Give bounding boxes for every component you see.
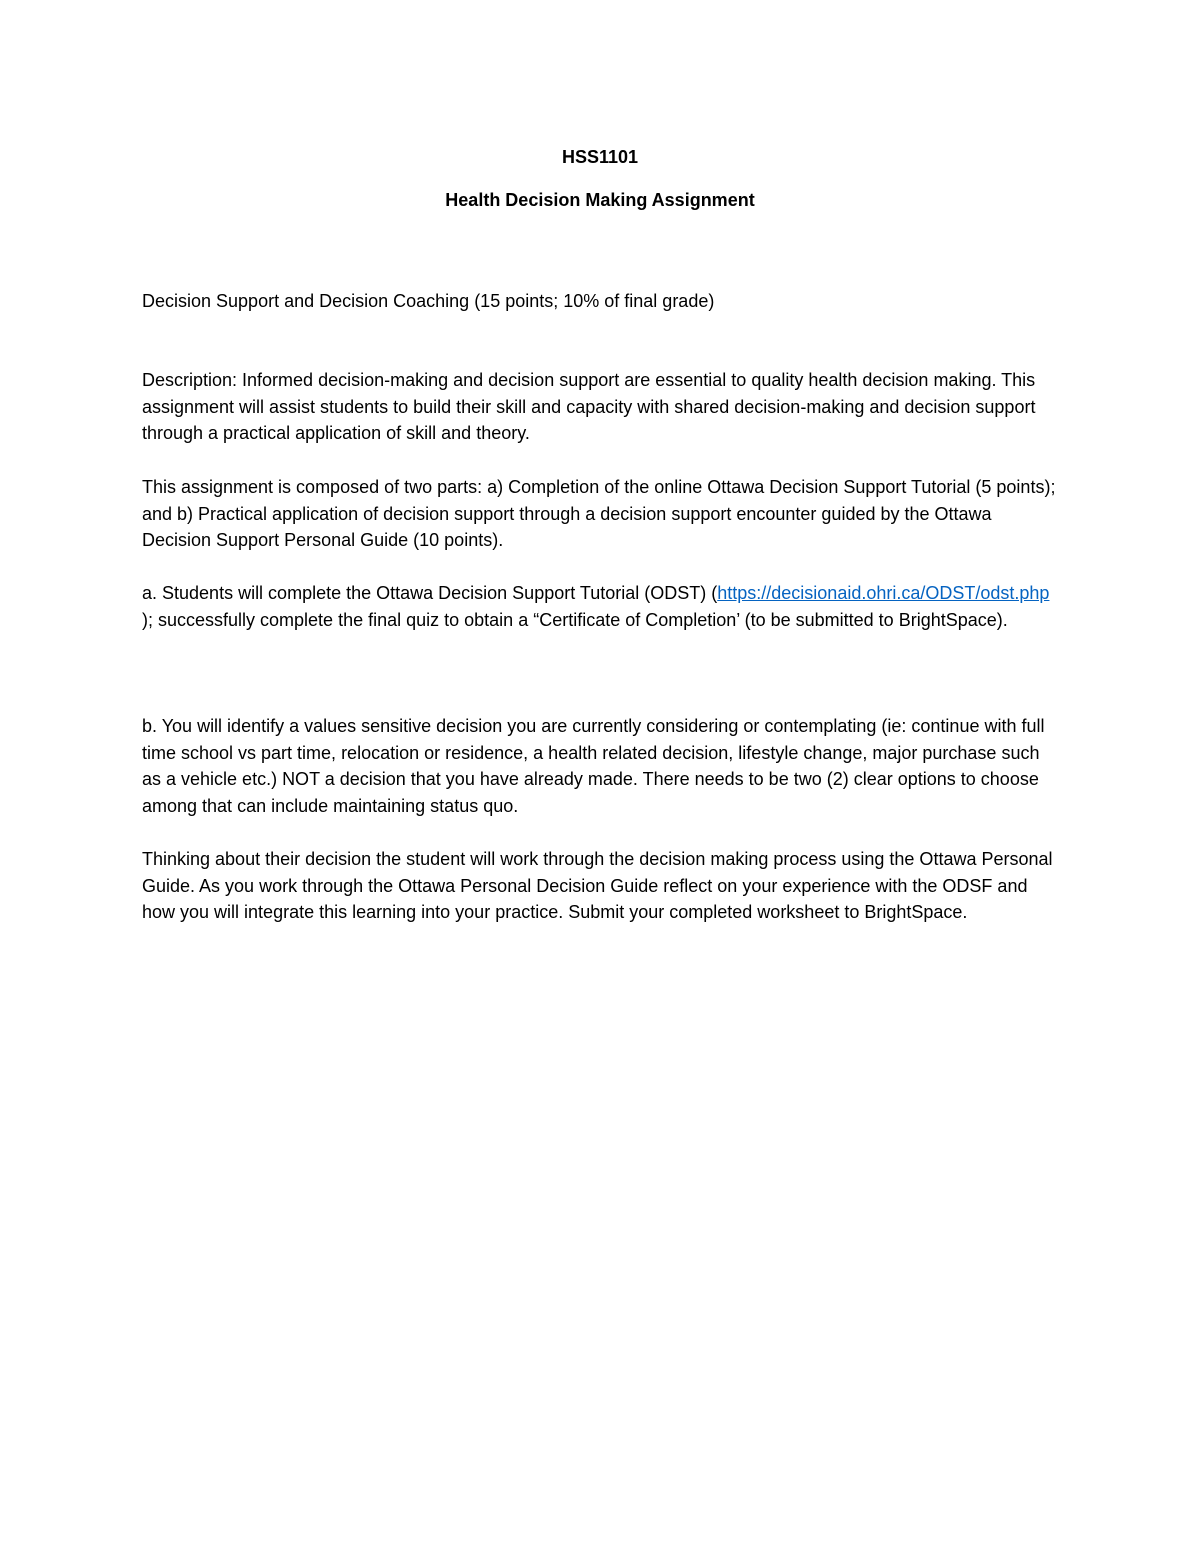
thinking-paragraph: Thinking about their decision the student will work through the decision making process using the Ottawa Personal Guide. As you work through the Ottawa Personal Decision Guide reflect on your experience with the ODSF and how you will integrate this learning into your practice. Submit your completed worksheet to BrightSpace. <box>142 849 1053 922</box>
document-title: Health Decision Making Assignment <box>445 190 755 210</box>
parts-intro-paragraph: This assignment is composed of two parts: a) Completion of the online Ottawa Decision Support Tutorial (5 points); and b) Practical application of decision support through a decision support encounter guided by the Ottawa Decision Support Personal Guide (10 points). <box>142 477 1056 550</box>
part-a-paragraph <box>142 580 1062 633</box>
odst-tutorial-link[interactable]: https://decisionaid.ohri.ca/ODST/odst.php <box>717 583 1050 603</box>
course-code: HSS1101 <box>561 147 639 167</box>
description-paragraph: Description: Informed decision-making and decision support are essential to quality health decision making. This assignment will assist students to build their skill and capacity with shared decision-making and decision support through a practical application of skill and theory. <box>142 370 1036 443</box>
part-b-paragraph: b. You will identify a values sensitive decision you are currently considering or contemplating (ie: continue with full time school vs part time, relocation or residence, a health related decision, lifestyle change, major purchase such as a vehicle etc.) NOT a decision that you have already made. There needs to be two (2) clear options to choose among that can include maintaining status quo. <box>142 716 1045 816</box>
part-a-text-after-link: ); successfully complete the final quiz to obtain a “Certificate of Completion’ (to be submitted to BrightSpace). <box>142 609 1008 630</box>
part-a-text-before-link: a. Students will complete the Ottawa Decision Support Tutorial (ODST) ( <box>142 583 718 603</box>
section-heading: Decision Support and Decision Coaching (15 points; 10% of final grade) <box>142 291 715 311</box>
